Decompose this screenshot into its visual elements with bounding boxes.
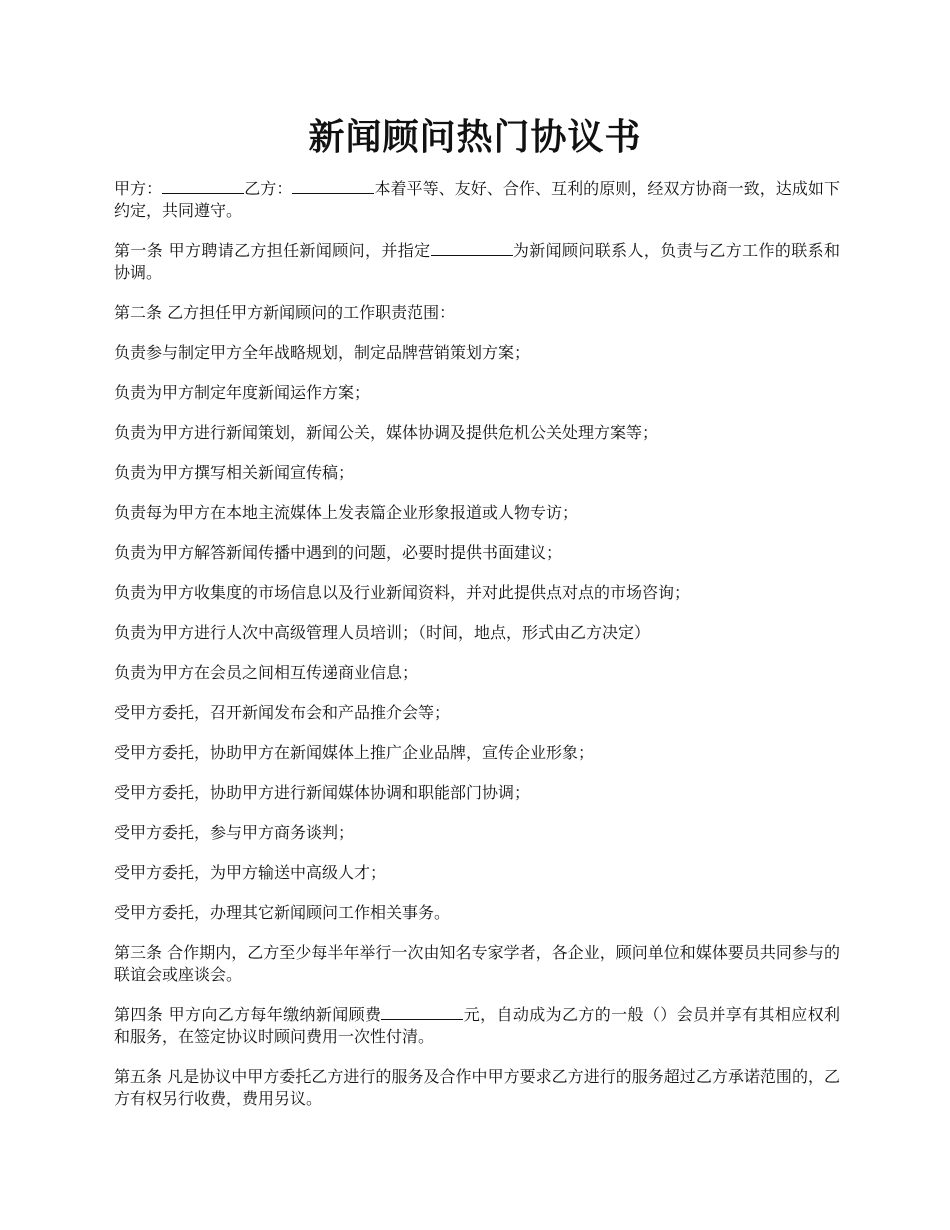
- fee-amount-blank: [381, 1005, 463, 1020]
- duty-item: 负责参与制定甲方全年战略规划，制定品牌营销策划方案；: [114, 343, 531, 362]
- article-4-text-before: 第四条 甲方向乙方每年缴纳新闻顾费: [114, 1005, 382, 1024]
- duty-item: 受甲方委托，为甲方输送中高级人才；: [114, 863, 387, 882]
- duty-item: 受甲方委托，参与甲方商务谈判；: [114, 823, 355, 842]
- article-1: [114, 240, 840, 284]
- duty-item: 负责为甲方进行人次中高级管理人员培训；（时间，地点，形式由乙方决定）: [114, 623, 651, 642]
- document-title: 新闻顾问热门协议书: [308, 116, 642, 158]
- duty-item: 负责为甲方制定年度新闻运作方案；: [114, 383, 371, 402]
- duty-item: 负责为甲方收集度的市场信息以及行业新闻资料，并对此提供点对点的市场咨询；: [114, 583, 691, 602]
- duty-item: 负责为甲方撰写相关新闻宣传稿；: [114, 463, 355, 482]
- article-2-heading: 第二条 乙方担任甲方新闻顾问的工作职责范围：: [114, 303, 456, 322]
- article-1-text-after: 为新闻顾问联系人，负责与乙方工作的联系和协调。: [114, 241, 840, 282]
- party-a-blank: [162, 179, 244, 194]
- duty-item: 受甲方委托，办理其它新闻顾问工作相关事务。: [114, 903, 451, 922]
- contact-person-blank: [431, 241, 513, 256]
- duty-item: 受甲方委托，召开新闻发布会和产品推介会等；: [114, 703, 451, 722]
- intro-text: 本着平等、友好、合作、互利的原则，经双方协商一致，达成如下约定，共同遵守。: [114, 179, 840, 220]
- party-b-blank: [292, 179, 374, 194]
- article-1-text-before: 第一条 甲方聘请乙方担任新闻顾问，并指定: [114, 241, 431, 260]
- duty-item: 负责为甲方解答新闻传播中遇到的问题，必要时提供书面建议；: [114, 543, 563, 562]
- article-4: [114, 1004, 840, 1048]
- duty-item: 负责为甲方进行新闻策划，新闻公关，媒体协调及提供危机公关处理方案等；: [114, 423, 659, 442]
- article-5: 第五条 凡是协议中甲方委托乙方进行的服务及合作中甲方要求乙方进行的服务超过乙方承诺范围的，乙方有权另行收费，费用另议。: [114, 1067, 840, 1108]
- duty-item: 负责为甲方在会员之间相互传递商业信息；: [114, 663, 419, 682]
- article-3: 第三条 合作期内，乙方至少每半年举行一次由知名专家学者，各企业，顾问单位和媒体要员共同参与的联谊会或座谈会。: [114, 943, 840, 984]
- duty-item: 负责每为甲方在本地主流媒体上发表篇企业形象报道或人物专访；: [114, 503, 579, 522]
- document-body: [114, 178, 840, 1128]
- party-b-label: 乙方：: [244, 179, 293, 198]
- party-a-label: 甲方：: [114, 179, 163, 198]
- duty-item: 受甲方委托，协助甲方在新闻媒体上推广企业品牌，宣传企业形象；: [114, 743, 595, 762]
- intro-paragraph: [114, 178, 840, 222]
- duty-item: 受甲方委托，协助甲方进行新闻媒体协调和职能部门协调；: [114, 783, 531, 802]
- article-4-text-after: 元，自动成为乙方的一般（）会员并享有其相应权利和服务，在签定协议时顾问费用一次性付清。: [114, 1005, 840, 1046]
